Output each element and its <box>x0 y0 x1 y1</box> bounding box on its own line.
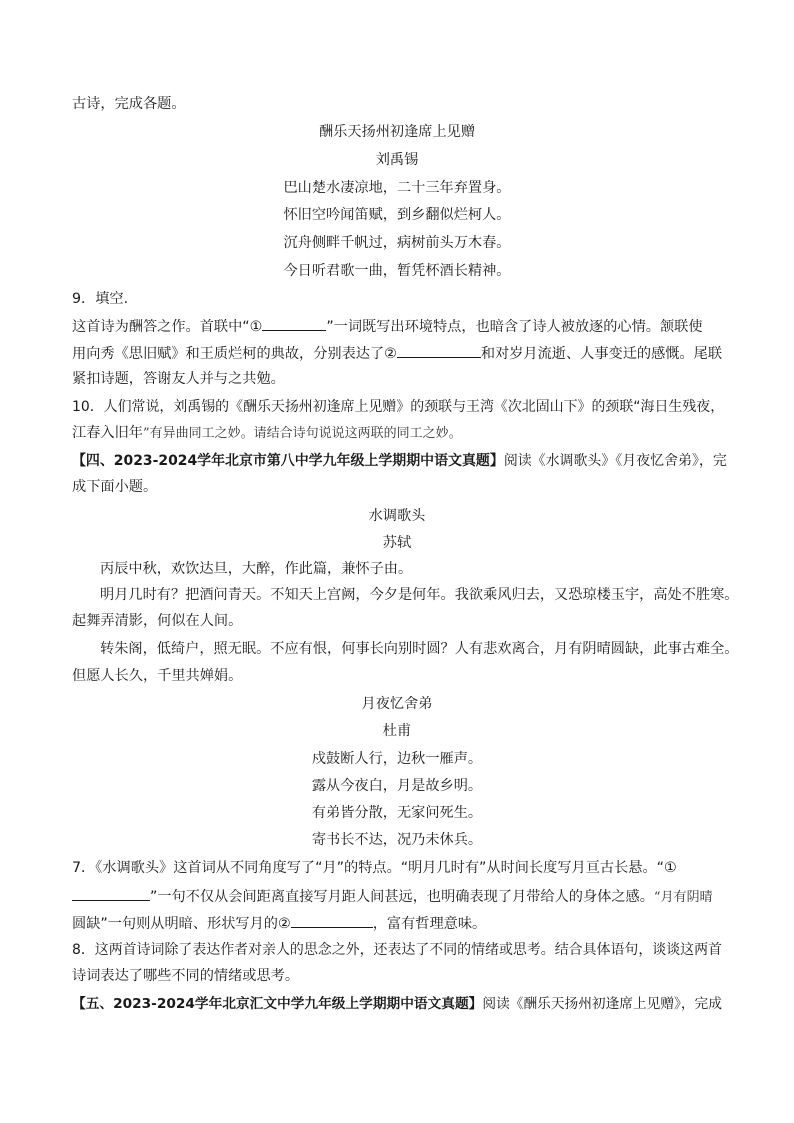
poem-line: 今日听君歌一曲，暂凭杯酒长精神。 <box>283 263 511 279</box>
poem-title: 酬乐天扬州初逢席上见赠 <box>318 124 476 140</box>
answer-blank[interactable] <box>291 912 373 928</box>
poem-preface: 丙辰中秋，欢饮达旦，大醉，作此篇，兼怀子由。 <box>100 561 413 577</box>
poem-line: 寄书长不达，况乃未休兵。 <box>311 832 483 848</box>
section-instruction: 阅读《酬乐天扬州初逢席上见赠》，完成 <box>482 996 722 1012</box>
question-text: “月有阴晴 <box>653 890 713 905</box>
question-9-line <box>72 315 732 337</box>
poem-line: 露从今夜白，月是故乡明。 <box>311 778 483 794</box>
intro-text: 古诗，完成各题。 <box>72 96 186 112</box>
question-9-line: 紧扣诗题，答谢友人并与之共勉。 <box>72 371 285 387</box>
question-9-title: 9．填空. <box>72 291 129 307</box>
question-text: ，富有哲理意味。 <box>372 916 487 932</box>
poem-author: 苏轼 <box>382 535 412 551</box>
answer-blank[interactable] <box>397 342 481 358</box>
answer-blank[interactable] <box>262 315 326 331</box>
question-text: 用向秀《思旧赋》和王质烂柯的典故，分别表达了② <box>72 346 397 362</box>
poem-title: 月夜忆舍弟 <box>361 696 433 712</box>
question-7-line <box>72 885 732 908</box>
section-source: 【四、2023-2024学年北京市第八中学九年级上学期期中语文真题】 <box>72 453 504 469</box>
question-10-line <box>72 423 732 444</box>
question-text: 和对岁月流逝、人事变迁的感慨。尾联 <box>480 346 723 362</box>
poem-title: 水调歌头 <box>368 508 426 524</box>
question-text: 圆缺”一句则从明暗、形状写月的② <box>72 916 291 932</box>
poem-paragraph: 明月几时有？把酒问青天。不知天上宫阙，今夕是何年。我欲乘风归去，又恐琼楼玉宇，高处不胜寒。 <box>100 587 739 603</box>
poem-paragraph: 转朱阁，低绮户，照无眠。不应有恨，何事长向别时圆？人有悲欢离合，月有阴晴圆缺，此事古难全。 <box>100 641 739 657</box>
question-9-line <box>72 342 732 364</box>
question-8-line: 诗词表达了哪些不同的情绪或思考。 <box>72 968 300 984</box>
poem-author: 杜甫 <box>382 723 412 739</box>
question-text: ”有异曲同工之妙。请结合诗句说说这两联的同工之妙。 <box>142 426 462 441</box>
question-8-line: 8．这两首诗词除了表达作者对亲人的思念之外，还表达了不同的情绪或思考。结合具体语句，谈谈这两首 <box>72 942 722 958</box>
poem-line: 有弟皆分散，无家问死生。 <box>311 805 483 821</box>
question-text: ”一词既写出环境特点，也暗含了诗人被放逐的心情。颔联使 <box>326 319 703 335</box>
poem-line: 巴山楚水凄凉地，二十三年弃置身。 <box>283 180 511 196</box>
section-5-header <box>72 994 732 1014</box>
poem-paragraph: 起舞弄清影，何似在人间。 <box>72 613 243 629</box>
poem-line: 沉舟侧畔千帆过，病树前头万木春。 <box>283 235 511 251</box>
poem-line: 怀旧空吟闻笛赋，到乡翻似烂柯人。 <box>283 207 511 223</box>
section-4-header-cont: 成下面小题。 <box>72 479 158 495</box>
section-source: 【五、2023-2024学年北京汇文中学九年级上学期期中语文真题】 <box>72 996 483 1012</box>
answer-blank[interactable] <box>72 885 150 901</box>
question-text: 这首诗为酬答之作。首联中“① <box>72 319 263 335</box>
question-10-line: 10．人们常说，刘禹锡的《酬乐天扬州初逢席上见赠》的颈联与王湾《次北固山下》的颈联“海日生残夜， <box>72 399 725 415</box>
question-text: 江春入旧年 <box>72 425 143 441</box>
section-4-header <box>72 451 732 471</box>
poem-paragraph: 但愿人长久，千里共婵娟。 <box>72 668 243 684</box>
question-text: ”一句不仅从会间距离直接写月距人间甚远，也明确表现了月带给人的身体之感。 <box>150 889 654 905</box>
section-instruction: 阅读《水调歌头》《月夜忆舍弟》，完 <box>503 453 727 469</box>
poem-author: 刘禹锡 <box>375 152 419 168</box>
question-7-line <box>72 912 732 934</box>
question-7-line: 7．《水调歌头》这首词从不同角度写了“月”的特点。“明月几时有”从时间长度写月亘古长悬。“① <box>72 860 677 876</box>
poem-line: 戍鼓断人行，边秋一雁声。 <box>311 751 483 767</box>
